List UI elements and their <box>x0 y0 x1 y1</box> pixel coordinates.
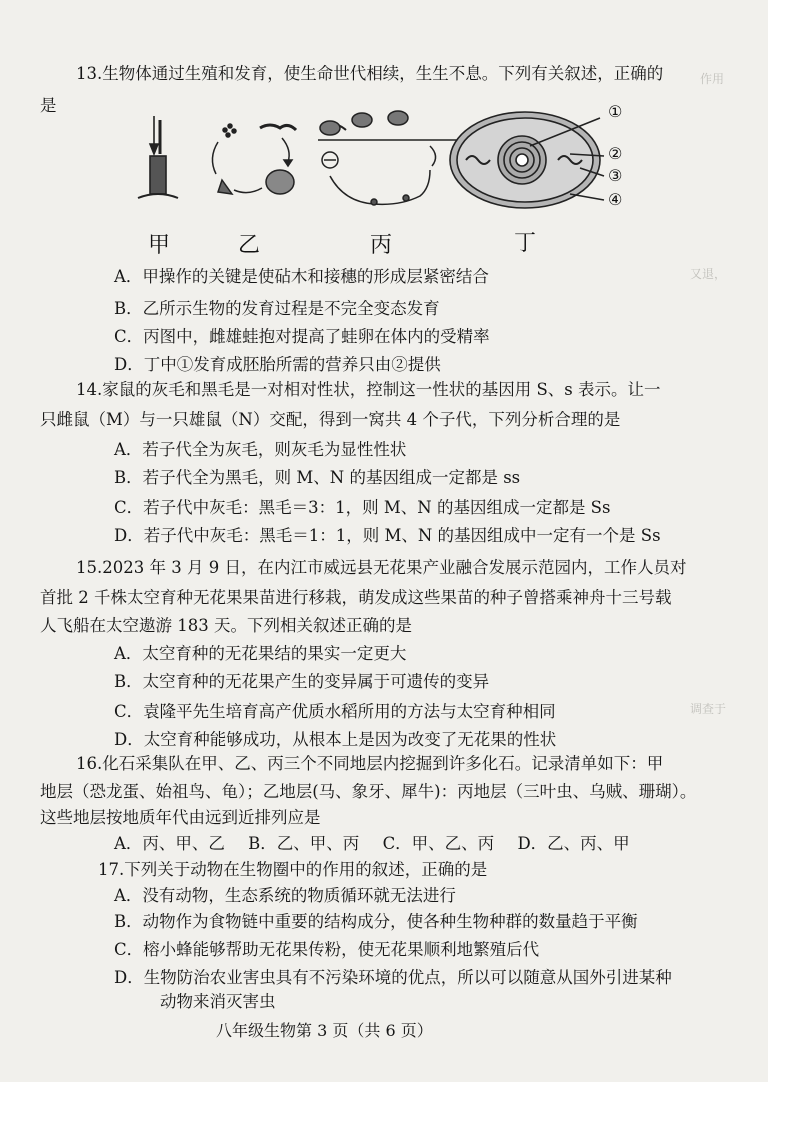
question-16-option-c: C．甲、乙、丙 <box>382 834 495 853</box>
question-15-option-b: B．太空育种的无花果产生的变异属于可遗传的变异 <box>114 672 490 691</box>
bleed-through-text: 作用 <box>700 72 725 86</box>
question-17-option-b: B．动物作为食物链中重要的结构成分，使各种生物种群的数量趋于平衡 <box>114 912 638 931</box>
figure-label-jia: 甲 <box>148 233 171 258</box>
question-13-figure <box>130 102 650 258</box>
insect-life-cycle <box>212 124 296 194</box>
question-13-option-d: D．丁中①发育成胚胎所需的营养只由②提供 <box>114 355 441 374</box>
question-14-option-d: D．若子代中灰毛：黑毛＝1：1，则 M、N 的基因组成中一定有一个是 Ss <box>114 526 661 545</box>
grafting-illustration <box>138 116 178 198</box>
callout-3: ③ <box>608 166 623 185</box>
callout-2: ② <box>608 144 623 163</box>
question-16-option-d: D．乙、丙、甲 <box>517 834 630 853</box>
figure-label-ding: 丁 <box>514 231 537 256</box>
question-13-stem-line-2: 是 <box>40 96 57 115</box>
question-15-stem-line-2: 首批 2 千株太空育种无花果果苗进行移栽，萌发成这些果苗的种子曾搭乘神舟十三号载 <box>40 588 672 607</box>
question-17-option-c: C．榕小蜂能够帮助无花果传粉，使无花果顺利地繁殖后代 <box>114 940 540 959</box>
question-17-option-d-continued: 动物来消灭害虫 <box>160 992 276 1011</box>
question-13-option-b: B．乙所示生物的发育过程是不完全变态发育 <box>114 299 440 318</box>
question-15-stem-line-3: 人飞船在太空遨游 183 天。下列相关叙述正确的是 <box>40 616 412 635</box>
reproduction-diagram <box>130 110 650 225</box>
question-16-stem-line-2: 地层（恐龙蛋、始祖鸟、龟）；乙地层(马、象牙、犀牛)：丙地层（三叶虫、乌贼、珊瑚）。 <box>40 782 697 801</box>
question-13-option-c: C．丙图中，雌雄蛙抱对提高了蛙卵在体内的受精率 <box>114 327 490 346</box>
frog-life-cycle <box>318 111 460 205</box>
question-13-option-a: A．甲操作的关键是使砧木和接穗的形成层紧密结合 <box>114 267 489 286</box>
question-15-stem-line-1: 15.2023 年 3 月 9 日，在内江市威远县无花果产业融合发展示范园内，工作人员对 <box>76 558 687 577</box>
bleed-through-text: 又退， <box>690 267 727 281</box>
figure-label-yi: 乙 <box>238 233 261 258</box>
question-14-stem-line-1: 14.家鼠的灰毛和黑毛是一对相对性状，控制这一性状的基因用 S、s 表示。让一 <box>76 380 661 399</box>
page-footer: 八年级生物第 3 页（共 6 页） <box>216 1021 433 1040</box>
question-14-option-a: A．若子代全为灰毛，则灰毛为显性性状 <box>114 440 407 459</box>
question-16-stem-line-3: 这些地层按地质年代由远到近排列应是 <box>40 808 321 827</box>
question-14-stem-line-2: 只雌鼠（M）与一只雄鼠（N）交配，得到一窝共 4 个子代，下列分析合理的是 <box>40 410 621 429</box>
bleed-through-text: 调查于 <box>690 702 727 716</box>
callout-4: ④ <box>608 190 623 209</box>
bird-egg-structure <box>450 112 604 208</box>
callout-1: ① <box>608 102 623 121</box>
question-15-option-d: D．太空育种能够成功，从根本上是因为改变了无花果的性状 <box>114 730 557 749</box>
question-14-option-c: C．若子代中灰毛：黑毛＝3：1，则 M、N 的基因组成一定都是 Ss <box>114 498 611 517</box>
question-16-option-a: A．丙、甲、乙 <box>114 834 225 853</box>
question-17-option-a: A．没有动物，生态系统的物质循环就无法进行 <box>114 886 456 905</box>
question-15-option-c: C．袁隆平先生培育高产优质水稻所用的方法与太空育种相同 <box>114 702 556 721</box>
figure-label-bing: 丙 <box>370 233 393 258</box>
question-14-option-b: B．若子代全为黑毛，则 M、N 的基因组成一定都是 ss <box>114 468 521 487</box>
question-16-option-b: B．乙、甲、丙 <box>248 834 360 853</box>
question-17-option-d: D．生物防治农业害虫具有不污染环境的优点，所以可以随意从国外引进某种 <box>114 968 672 987</box>
question-13-stem-line-1: 13.生物体通过生殖和发育，使生命世代相续，生生不息。下列有关叙述，正确的 <box>76 64 664 83</box>
question-16-stem-line-1: 16.化石采集队在甲、乙、丙三个不同地层内挖掘到许多化石。记录清单如下：甲 <box>76 754 664 773</box>
question-17-stem-line-1: 17.下列关于动物在生物圈中的作用的叙述，正确的是 <box>98 860 488 879</box>
question-16-options <box>114 832 648 856</box>
question-15-option-a: A．太空育种的无花果结的果实一定更大 <box>114 644 407 663</box>
